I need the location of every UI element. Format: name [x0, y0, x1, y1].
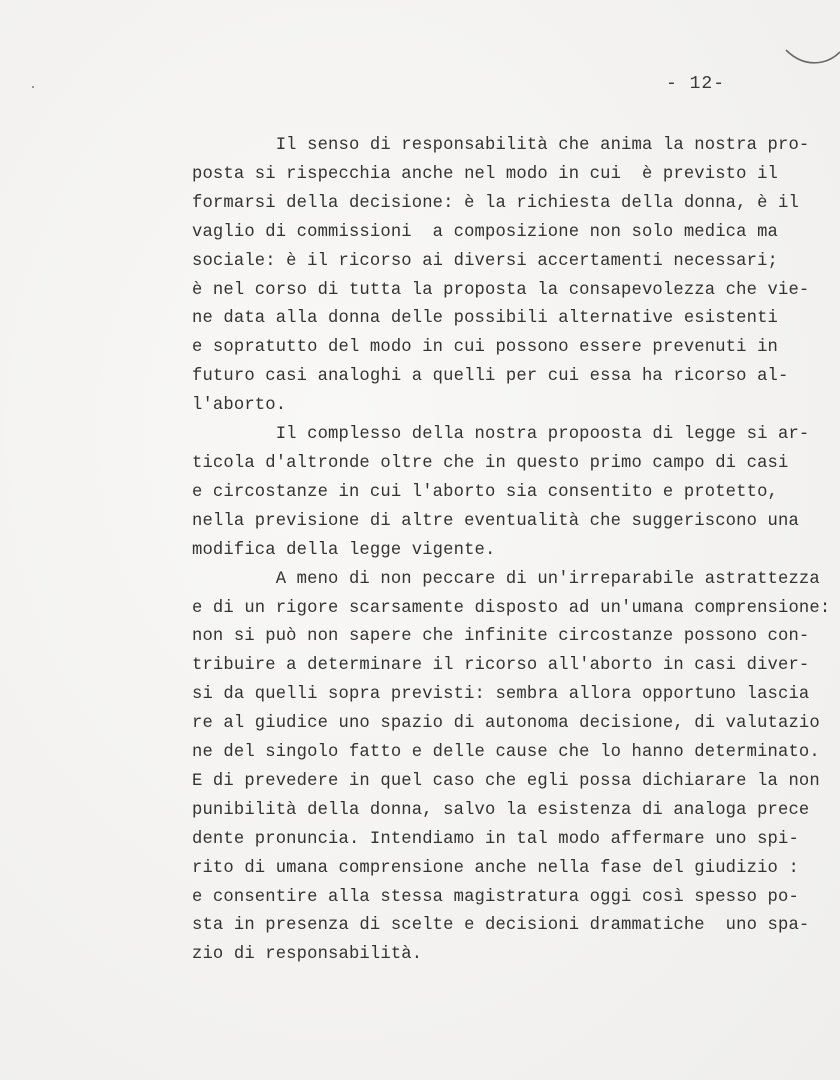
text-line: e di un rigore scarsamente disposto ad un'umana comprensione:: [192, 598, 831, 618]
text-line: dente pronuncia. Intendiamo in tal modo affermare uno spi-: [192, 829, 799, 849]
text-line: l'aborto.: [192, 396, 287, 416]
paragraph-3: [192, 566, 831, 971]
text-line: posta si rispecchia anche nel modo in cui è previsto il: [192, 164, 778, 184]
text-line: ne data alla donna delle possibili alternative esistenti: [192, 309, 778, 329]
text-line: re al giudice uno spazio di autonoma decisione, di valutazio: [192, 714, 820, 734]
corner-curl-mark: [780, 22, 840, 72]
text-line: modifica della legge vigente.: [192, 540, 496, 560]
text-line: nella previsione di altre eventualità che suggeriscono una: [192, 511, 799, 531]
text-line: è nel corso di tutta la proposta la consapevolezza che vie-: [192, 280, 810, 300]
text-line: si da quelli sopra previsti: sembra allora opportuno lascia: [192, 685, 810, 705]
text-line: non si può non sapere che infinite circostanze possono con-: [192, 627, 810, 647]
paragraph-1: [192, 132, 822, 421]
text-line: Il complesso della nostra propoosta di legge si ar-: [192, 425, 810, 445]
text-line: ticola d'altronde oltre che in questo primo campo di casi: [192, 453, 789, 473]
body-text: [192, 132, 831, 970]
text-line: ne del singolo fatto e delle cause che lo hanno determinato.: [192, 743, 820, 763]
text-line: Il senso di responsabilità che anima la nostra pro-: [192, 136, 810, 155]
text-line: punibilità della donna, salvo la esistenza di analoga prece: [192, 800, 810, 820]
text-line: sociale: è il ricorso ai diversi accertamenti necessari;: [192, 251, 778, 271]
text-line: formarsi della decisione: è la richiesta della donna, è il: [192, 193, 799, 213]
text-line: e circostanze in cui l'aborto sia consentito e protetto,: [192, 482, 778, 502]
text-line: sta in presenza di scelte e decisioni drammatiche uno spa-: [192, 916, 810, 936]
text-line: A meno di non peccare di un'irreparabile astrattezza: [192, 569, 820, 589]
text-line: zio di responsabilità.: [192, 945, 423, 965]
stray-mark: [32, 86, 34, 88]
text-line: tribuire a determinare il ricorso all'aborto in casi diver-: [192, 656, 810, 676]
text-line: e consentire alla stessa magistratura oggi così spesso po-: [192, 887, 799, 907]
paragraph-2: [192, 421, 822, 566]
page-number: - 12-: [666, 74, 726, 94]
text-line: E di prevedere in quel caso che egli possa dichiarare la non: [192, 771, 820, 791]
text-line: futuro casi analoghi a quelli per cui essa ha ricorso al-: [192, 367, 789, 387]
text-line: vaglio di commissioni a composizione non solo medica ma: [192, 222, 778, 242]
text-line: e sopratutto del modo in cui possono essere prevenuti in: [192, 338, 778, 358]
text-line: rito di umana comprensione anche nella fase del giudizio :: [192, 858, 799, 878]
